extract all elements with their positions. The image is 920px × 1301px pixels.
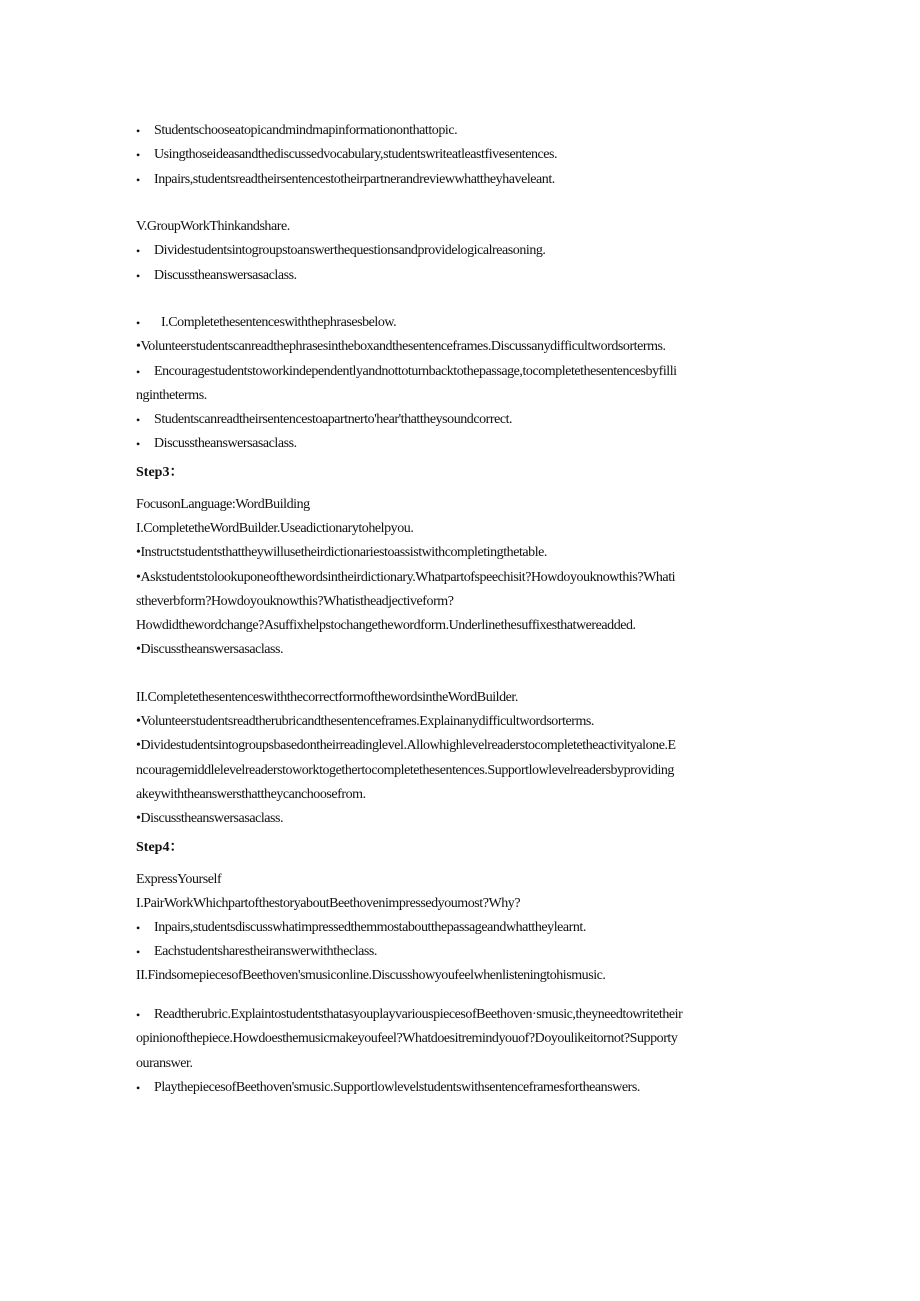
bullet-marker: • [136,148,141,162]
text-line: ExpressYourself [136,872,222,887]
text-line: stheverbform?Howdoyouknowthis?Whatistheadjectiveform? [136,594,454,609]
text-line: Discusstheanswersasaclass. [154,436,297,451]
text-line: Inpairs,studentsdiscusswhatimpressedthemmostaboutthepassageandwhattheylearnt. [154,920,586,935]
text-line: opinionofthepiece.Howdoesthemusicmakeyoufeel?Whatdoesitremindyouof?Doyoulikeitornot?Supporty [136,1031,678,1046]
text-line: akeywiththeanswersthattheycanchoosefrom. [136,787,366,802]
bullet-marker: • [136,945,141,959]
bullet-marker: • [136,316,141,330]
bullet-marker: • [136,921,141,935]
text-line: I.PairWorkWhichpartofthestoryaboutBeethovenimpressedyoumost?Why? [136,896,521,911]
bullet-marker: • [136,173,141,187]
bullet-marker: • [136,244,141,258]
text-line: II.FindsomepiecesofBeethoven'smusiconline.Discusshowyoufeelwhenlisteningtohismusic. [136,968,606,983]
text-line: •Volunteerstudentscanreadthephrasesintheboxandthesentenceframes.Discussanydifficultwordsorterms. [136,339,666,354]
text-line: Readtherubric.ExplaintostudentsthatasyouplayvariouspiecesofBeethoven·smusic,theyneedtowritetheir [154,1007,683,1022]
text-line: PlaythepiecesofBeethoven'smusic.Supportlowlevelstudentswithsentenceframesfortheanswers. [154,1080,640,1095]
bullet-marker: • [136,269,141,283]
text-line: ngintheterms. [136,388,207,403]
text-line: Studentschooseatopicandmindmapinformationonthattopic. [154,123,458,138]
text-line: Usingthoseideasandthediscussedvocabulary,studentswriteatleastfivesentences. [154,147,558,162]
text-line: •Volunteerstudentsreadtherubricandthesentenceframes.Explainanydifficultwordsorterms. [136,714,594,729]
text-line: II.CompletethesentenceswiththecorrectformofthewordsintheWordBuilder. [136,690,518,705]
text-line: •Discusstheanswersasaclass. [136,642,284,657]
step-heading: Step4： [136,840,184,855]
text-line: •Instructstudentsthattheywillusetheirdictionariestoassistwithcompletingthetable. [136,545,547,560]
text-line: •Askstudentstolookuponeofthewordsintheirdictionary.Whatpartofspeechisit?Howdoyouknowthis?Whati [136,570,676,585]
text-line: Studentscanreadtheirsentencestoapartnerto'hear'thattheysoundcorrect. [154,412,513,427]
text-line: Inpairs,studentsreadtheirsentencestotheirpartnerandreviewwhattheyhaveleant. [154,172,555,187]
text-line: ncouragemiddlelevelreaderstoworktogethertocompletethesentences.Supportlowlevelreadersbyproviding [136,763,674,778]
text-line: •Discusstheanswersasaclass. [136,811,284,826]
bullet-marker: • [136,365,141,379]
bullet-marker: • [136,1008,141,1022]
text-line: FocusonLanguage:WordBuilding [136,497,310,512]
text-line: Discusstheanswersasaclass. [154,268,297,283]
bullet-marker: • [136,437,141,451]
text-line: I.CompletetheWordBuilder.Useadictionarytohelpyou. [136,521,414,536]
bullet-marker: • [136,1081,141,1095]
text-line: Encouragestudentstoworkindependentlyandnottoturnbacktothepassage,tocompletethesentencesbyfilli [154,364,677,379]
text-line: Eachstudentsharestheiranswerwiththeclass. [154,944,377,959]
text-line: Dividestudentsintogroupstoanswerthequestionsandprovidelogicalreasoning. [154,243,546,258]
text-line: I.Completethesentenceswiththephrasesbelow. [161,315,397,330]
step-heading: Step3： [136,465,184,480]
text-line: ouranswer. [136,1056,193,1071]
bullet-marker: • [136,124,141,138]
text-line: Howdidthewordchange?Asuffixhelpstochangethewordform.Underlinethesuffixesthatwereadded. [136,618,636,633]
bullet-marker: • [136,413,141,427]
text-line: V.GroupWorkThinkandshare. [136,219,290,234]
text-line: •Dividestudentsintogroupsbasedontheirreadinglevel.Allowhighlevelreaderstocompletetheactivityalone.E [136,738,676,753]
